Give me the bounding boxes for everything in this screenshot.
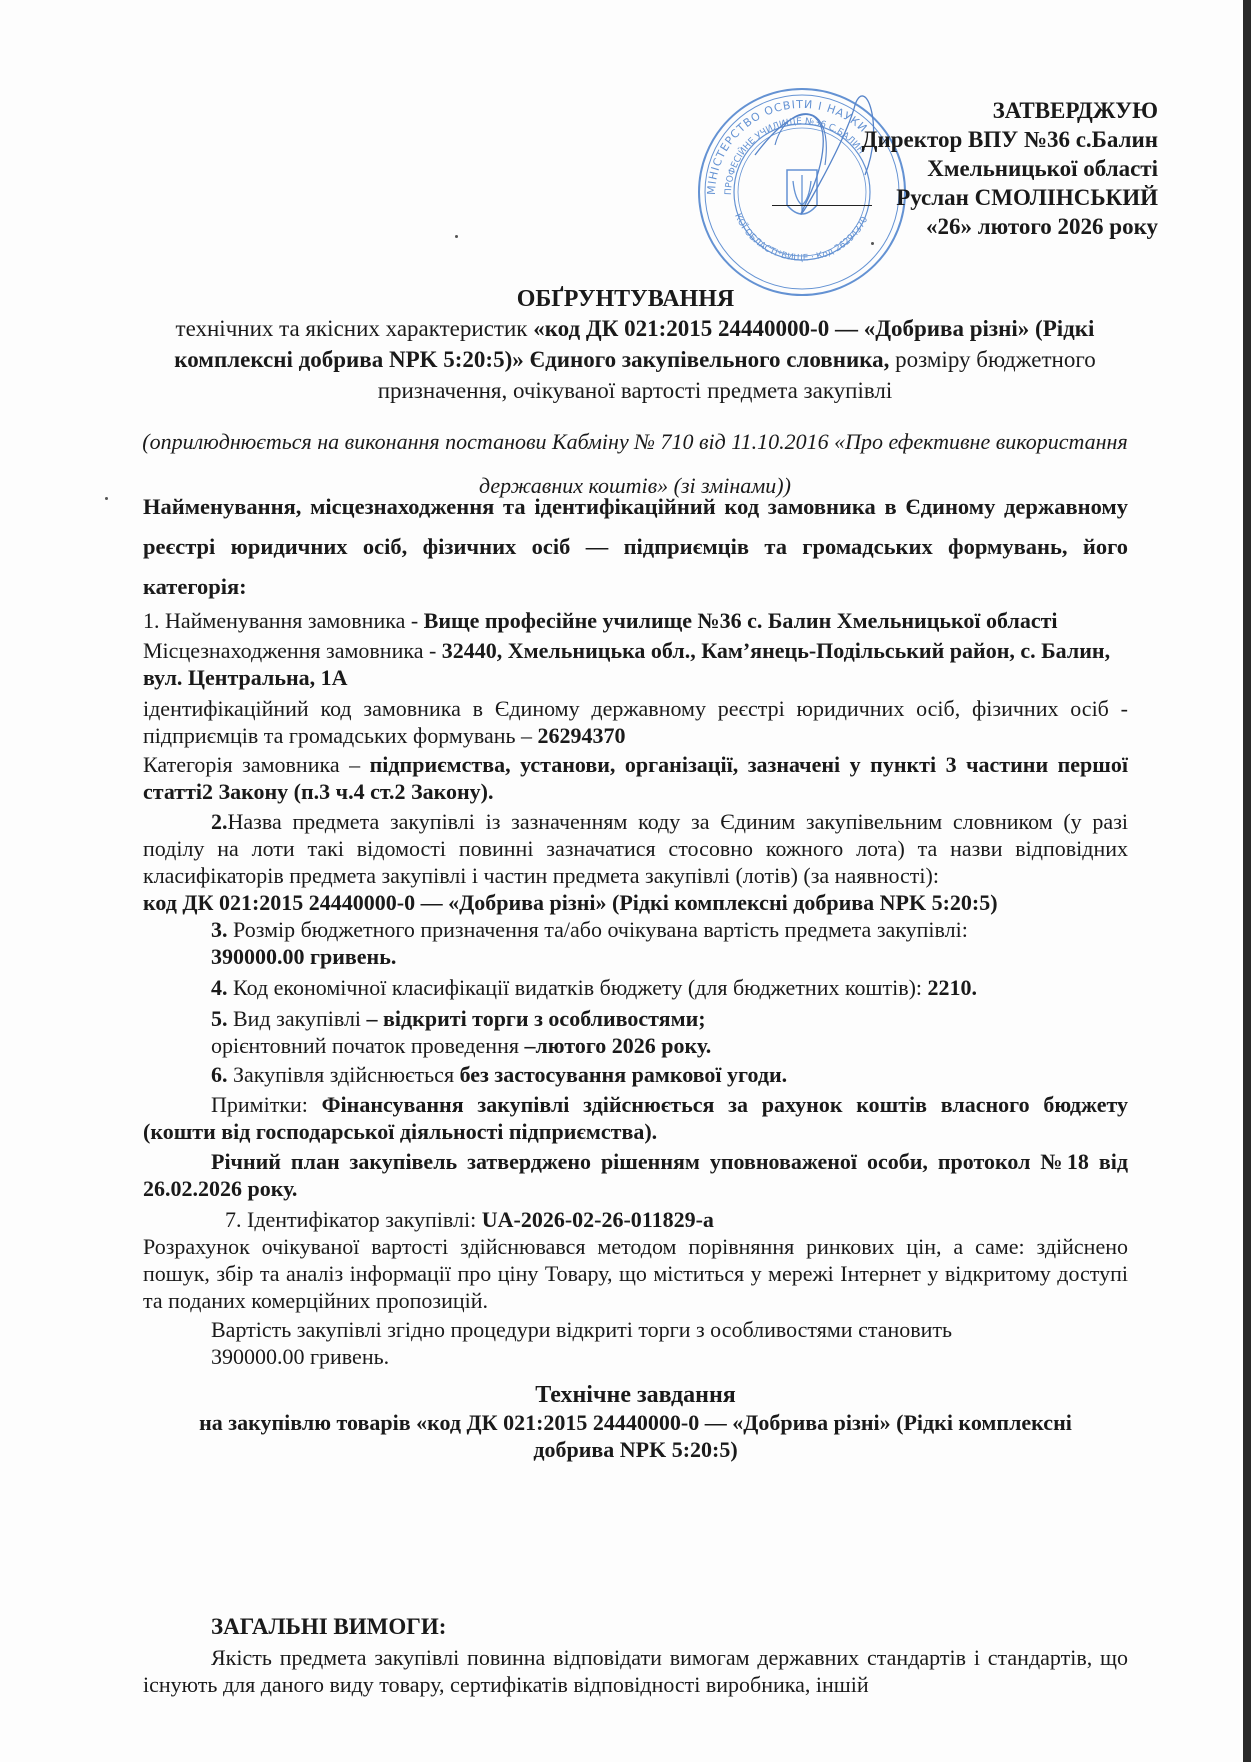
item-2-code: код ДК 021:2015 24440000-0 — «Добрива різні» (Рідкі комплексні добрива NPK 5:20:5)	[143, 890, 998, 915]
approval-name: Руслан СМОЛІНСЬКИЙ	[896, 185, 1158, 210]
item-3-value: 390000.00 гривень.	[211, 944, 397, 969]
tech-task-subtitle: на закупівлю товарів «код ДК 021:2015 24440000-0 — «Добрива різні» (Рідкі комплексні добрива NPK 5:20:5)	[199, 1410, 1072, 1462]
item-3-budget: 3. Розмір бюджетного призначення та/або очікувана вартість предмета закупівлі:	[211, 917, 968, 942]
approval-heading: ЗАТВЕРДЖУЮ	[992, 98, 1158, 123]
svg-text:ПРОФЕСІЙНЕ УЧИЛИЩЕ №36 С.БАЛИН: ПРОФЕСІЙНЕ УЧИЛИЩЕ №36 С.БАЛИН	[723, 116, 866, 196]
item-5-start: орієнтовний початок проведення –лютого 2026 року.	[211, 1033, 712, 1058]
document-title: ОБҐРУНТУВАННЯ	[516, 286, 735, 312]
customer-code: ідентифікаційний код замовника в Єдиному державному реєстрі юридичних осіб, фізичних осіб - підприємців та громадських формувань – 26294370	[143, 696, 1128, 748]
item-6-framework: 6. Закупівля здійснюється без застосування рамкової угоди.	[211, 1062, 788, 1087]
document-subtitle	[140, 313, 1130, 406]
cost-summary	[143, 1316, 1128, 1370]
items-3-6	[143, 916, 1128, 1088]
cost-line: Вартість закупівлі згідно процедури відкриті торги з особливостями становить	[211, 1317, 953, 1342]
general-requirements-text: Якість предмета закупівлі повинна відповідати вимогам державних стандартів і стандартів, що існують для даного виду товару, сертифікатів відповідності виробника, іншій	[143, 1645, 1128, 1697]
calculation-method: Розрахунок очікуваної вартості здійснювався методом порівняння ринкових цін, а саме: здійснено пошук, збір та аналіз інформації про ціну Товару, що міститься у мережі Інтернет у відкритому доступі та поданих комерційних пропозицій.	[143, 1234, 1128, 1313]
item-2-subject: 2.Назва предмета закупівлі із зазначенням коду за Єдиним закупівельним словником (у разі поділу на лоти такі відомості повинні зазначатися стосовно кожного лота) та назви відповідних класифікаторів предмета закупівлі і частин предмета закупівлі (лотів) (за наявності):	[143, 809, 1128, 888]
approval-date: «26» лютого 2026 року	[925, 214, 1158, 239]
subtitle-text: технічних та якісних характеристик	[175, 316, 534, 341]
notes: Примітки: Фінансування закупівлі здійснюється за рахунок коштів власного бюджету (кошти від господарської діяльності підприємства).	[143, 1092, 1129, 1144]
publication-note: (оприлюднюється на виконання постанови Кабміну № 710 від 11.10.2016 «Про ефективне використання державних коштів» (зі змінами))	[142, 429, 1128, 498]
customer-category: Категорія замовника – підприємства, установи, організації, зазначені у пункті 3 частини першої статті2 Закону (п.3 ч.4 ст.2 Закону).	[143, 752, 1128, 804]
svg-text:МІНІСТЕРСТВО ОСВІТИ І НАУКИ: МІНІСТЕРСТВО ОСВІТИ І НАУКИ	[704, 97, 871, 196]
scan-edge	[1243, 0, 1251, 1762]
general-requirements-heading: ЗАГАЛЬНІ ВИМОГИ:	[211, 1614, 447, 1639]
item-7-identifier: 7. Ідентифікатор закупівлі: UA-2026-02-26-011829-a	[225, 1207, 714, 1232]
scan-speck	[871, 242, 874, 245]
scan-speck	[455, 235, 458, 238]
signature-line	[772, 205, 872, 206]
annual-plan: Річний план закупівель затверджено рішенням уповноваженої особи, протокол №18 від 26.02.2026 року.	[143, 1149, 1128, 1201]
cost-value: 390000.00 гривень.	[211, 1344, 390, 1369]
approval-position: Директор ВПУ №36 с.Балин	[861, 127, 1158, 152]
subtitle-text-end: розміру бюджетного призначення, очікуваної вартості предмета закупівлі	[377, 347, 1096, 403]
customer-details	[143, 607, 1128, 1463]
customer-name: 1. Найменування замовника - Вище професійне училище №36 с. Балин Хмельницької області	[143, 608, 1058, 633]
approval-block	[862, 96, 1158, 241]
svg-text:КОЇ ОБЛАСТІ*ВИЩЕ · Код 2629437: КОЇ ОБЛАСТІ*ВИЩЕ · Код 26294370	[732, 212, 871, 264]
scan-speck	[105, 497, 108, 500]
item-5-type: 5. Вид закупівлі – відкриті торги з особливостями;	[211, 1006, 706, 1031]
tech-task-title: Технічне завдання	[535, 1382, 736, 1408]
approval-region: Хмельницької області	[927, 156, 1158, 181]
customer-location: Місцезнаходження замовника - 32440, Хмельницька обл., Кам’янець-Подільський район, с. Балин, вул. Центральна, 1А	[143, 638, 1111, 690]
item-4-code: 4. Код економічної класифікації видатків бюджету (для бюджетних коштів): 2210.	[211, 975, 978, 1000]
customer-section-heading: Найменування, місцезнаходження та ідентифікаційний код замовника в Єдиному державному реєстрі юридичних осіб, фізичних осіб — підприємців та громадських формувань, його категорія:	[143, 494, 1128, 599]
subtitle-code: «код ДК 021:2015 24440000-0 — «Добрива різні» (Рідкі комплексні добрива NPK 5:20:5)» Єдиного закупівельного словника,	[174, 316, 1095, 372]
